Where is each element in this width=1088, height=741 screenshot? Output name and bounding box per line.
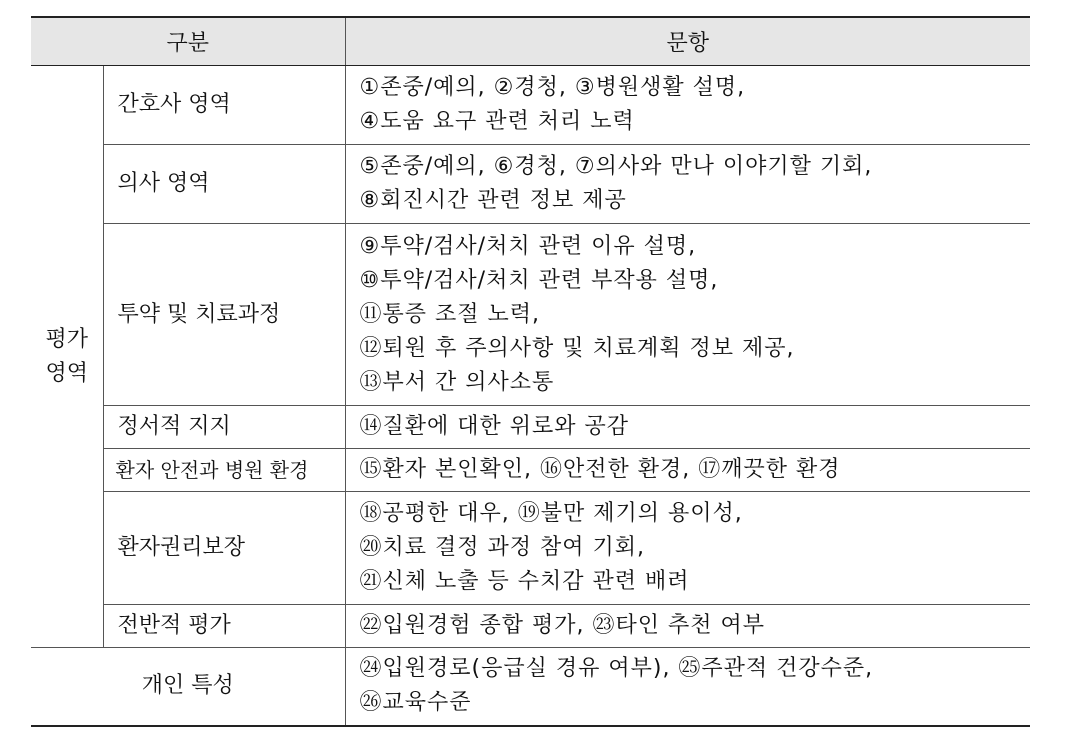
header-category: 구분 [31,17,345,66]
item-line: ⑨투약/검사/처치 관련 이유 설명, [359,233,697,259]
group-label-line: 평가 [45,326,88,352]
items-cell [345,224,1030,406]
item-line: ⑳치료 결정 과정 참여 기회, [359,535,646,560]
table-row [31,492,1030,605]
item-line: ㉑신체 노출 등 수치감 관련 배려 [359,569,690,594]
table-row [31,66,1030,145]
category-cell: 정서적 지지 [103,406,345,449]
items-cell [345,648,1030,726]
item-line: ①존중/예의, ②경청, ③병원생활 설명, [359,75,746,100]
items-cell [345,406,1030,449]
header-items: 문항 [345,17,1030,66]
table-row [31,648,1030,726]
item-line: ㉖교육수준 [359,690,472,716]
item-line: ⑩투약/검사/처치 관련 부작용 설명, [359,267,719,293]
item-line: ⑮환자 본인확인, ⑯안전한 환경, ⑰깨끗한 환경 [359,457,841,482]
category-cell: 간호사 영역 [103,66,345,145]
items-cell [345,66,1030,145]
item-line: ㉔입원경로(응급실 경유 여부), ㉕주관적 건강수준, [359,656,874,682]
table-row [31,406,1030,449]
category-cell: 투약 및 치료과정 [103,224,345,406]
table-row [31,449,1030,492]
item-line: ④도움 요구 관련 처리 노력 [359,109,635,134]
item-line: ⑤존중/예의, ⑥경청, ⑦의사와 만나 이야기할 기회, [359,154,873,179]
survey-items-table [31,16,1030,727]
item-line: ⑱공평한 대우, ⑲불만 제기의 용이성, [359,501,743,526]
table-row [31,605,1030,648]
category-cell: 의사 영역 [103,145,345,224]
item-line: ⑪통증 조절 노력, [359,301,541,327]
table-row [31,145,1030,224]
group-label-line: 영역 [45,360,88,386]
items-cell [345,449,1030,492]
item-line: ⑫퇴원 후 주의사항 및 치료계획 정보 제공, [359,335,795,361]
table-header-row [31,17,1030,66]
items-cell [345,145,1030,224]
category-cell: 환자권리보장 [103,492,345,605]
evaluation-area-label [31,66,103,648]
items-cell [345,492,1030,605]
personal-category-cell: 개인 특성 [31,648,345,726]
items-cell [345,605,1030,648]
table-row [31,224,1030,406]
item-line: ⑧회진시간 관련 정보 제공 [359,188,627,213]
item-line: ⑬부서 간 의사소통 [359,369,555,395]
item-line: ㉒입원경험 종합 평가, ㉓타인 추천 여부 [359,613,766,638]
category-cell: 환자 안전과 병원 환경 [103,449,345,492]
category-cell: 전반적 평가 [103,605,345,648]
item-line: ⑭질환에 대한 위로와 공감 [359,414,630,439]
